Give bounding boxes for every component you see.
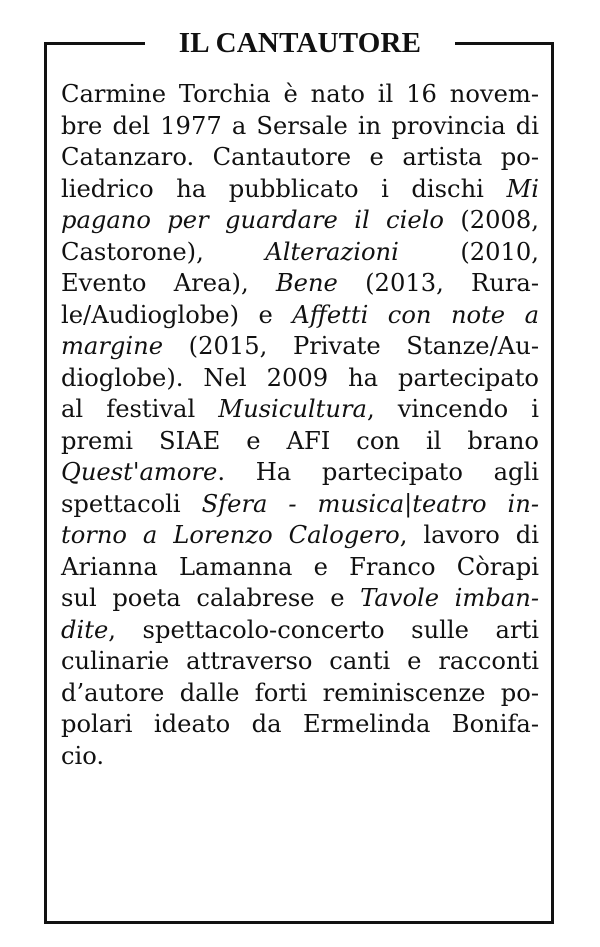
italic-title: torno a Lorenzo Calogero (61, 521, 400, 549)
text-run: Catanzaro. Cantautore e artista po- (61, 143, 539, 171)
text-run: , vincendo i (366, 395, 539, 423)
text-run: (2013, Rura- (337, 269, 539, 297)
text-run: bre del 1977 a Sersale in provincia di (61, 111, 539, 140)
text-line (61, 111, 539, 143)
text-line (61, 79, 539, 111)
text-run: , spettacolo-concerto sulle arti (108, 615, 539, 644)
text-run: dioglobe). Nel 2009 ha partecipato (61, 363, 539, 392)
text-line (61, 268, 539, 300)
italic-title: Quest'amore (61, 458, 218, 486)
text-run: , lavoro di (399, 521, 539, 549)
text-line (61, 237, 539, 269)
text-line (61, 205, 539, 237)
text-line (61, 709, 539, 741)
text-run: polari ideato da Ermelinda Bonifa- (61, 710, 539, 738)
text-line (61, 646, 539, 678)
text-run: premi SIAE e AFI con il brano (61, 426, 539, 455)
text-run: Evento Area), (61, 269, 276, 297)
text-line (61, 457, 539, 489)
text-run: al festival (61, 395, 219, 423)
italic-title: Alterazioni (265, 237, 399, 266)
text-line (61, 489, 539, 521)
text-line (61, 426, 539, 458)
italic-title: Tavole imban- (360, 584, 539, 612)
text-run: Carmine Torchia è nato il 16 novem- (61, 80, 539, 108)
text-run: liedrico ha pubblicato i dischi (61, 174, 507, 203)
text-line (61, 678, 539, 710)
text-run: (2008, (443, 206, 539, 234)
bio-text (61, 79, 539, 772)
text-run: Arianna Lamanna e Franco Còrapi (61, 552, 539, 581)
text-run: spettacoli (61, 489, 202, 518)
text-run: Castorone), (61, 237, 266, 266)
text-line (61, 363, 539, 395)
text-run: (2010, (398, 237, 539, 266)
text-line (61, 583, 539, 615)
italic-title: Affetti con note a (292, 300, 539, 329)
italic-title: pagano per guardare il cielo (61, 206, 444, 234)
text-line (61, 615, 539, 647)
text-line (61, 142, 539, 174)
text-run: . Ha partecipato agli (217, 458, 539, 486)
italic-title: Bene (275, 269, 338, 297)
italic-title: Musicultura (218, 395, 367, 423)
text-line (61, 394, 539, 426)
page-title: IL CANTAUTORE (145, 27, 455, 59)
text-line (61, 331, 539, 363)
text-run: cio. (61, 741, 105, 770)
italic-title: margine (61, 332, 164, 360)
text-line (61, 174, 539, 206)
text-line (61, 741, 539, 773)
text-line (61, 552, 539, 584)
text-run: d’autore dalle forti reminiscenze po- (61, 678, 539, 707)
text-run: sul poeta calabrese e (61, 584, 361, 612)
italic-title: dite (61, 615, 109, 644)
title-wrap (0, 27, 600, 59)
italic-title: Mi (506, 174, 539, 203)
text-line (61, 300, 539, 332)
italic-title: Sfera - musica|teatro in- (201, 489, 540, 518)
text-run: le/Audioglobe) e (61, 300, 293, 329)
text-run: (2015, Private Stanze/Au- (163, 332, 539, 360)
text-line (61, 520, 539, 552)
text-run: culinarie attraverso canti e racconti (61, 647, 539, 675)
